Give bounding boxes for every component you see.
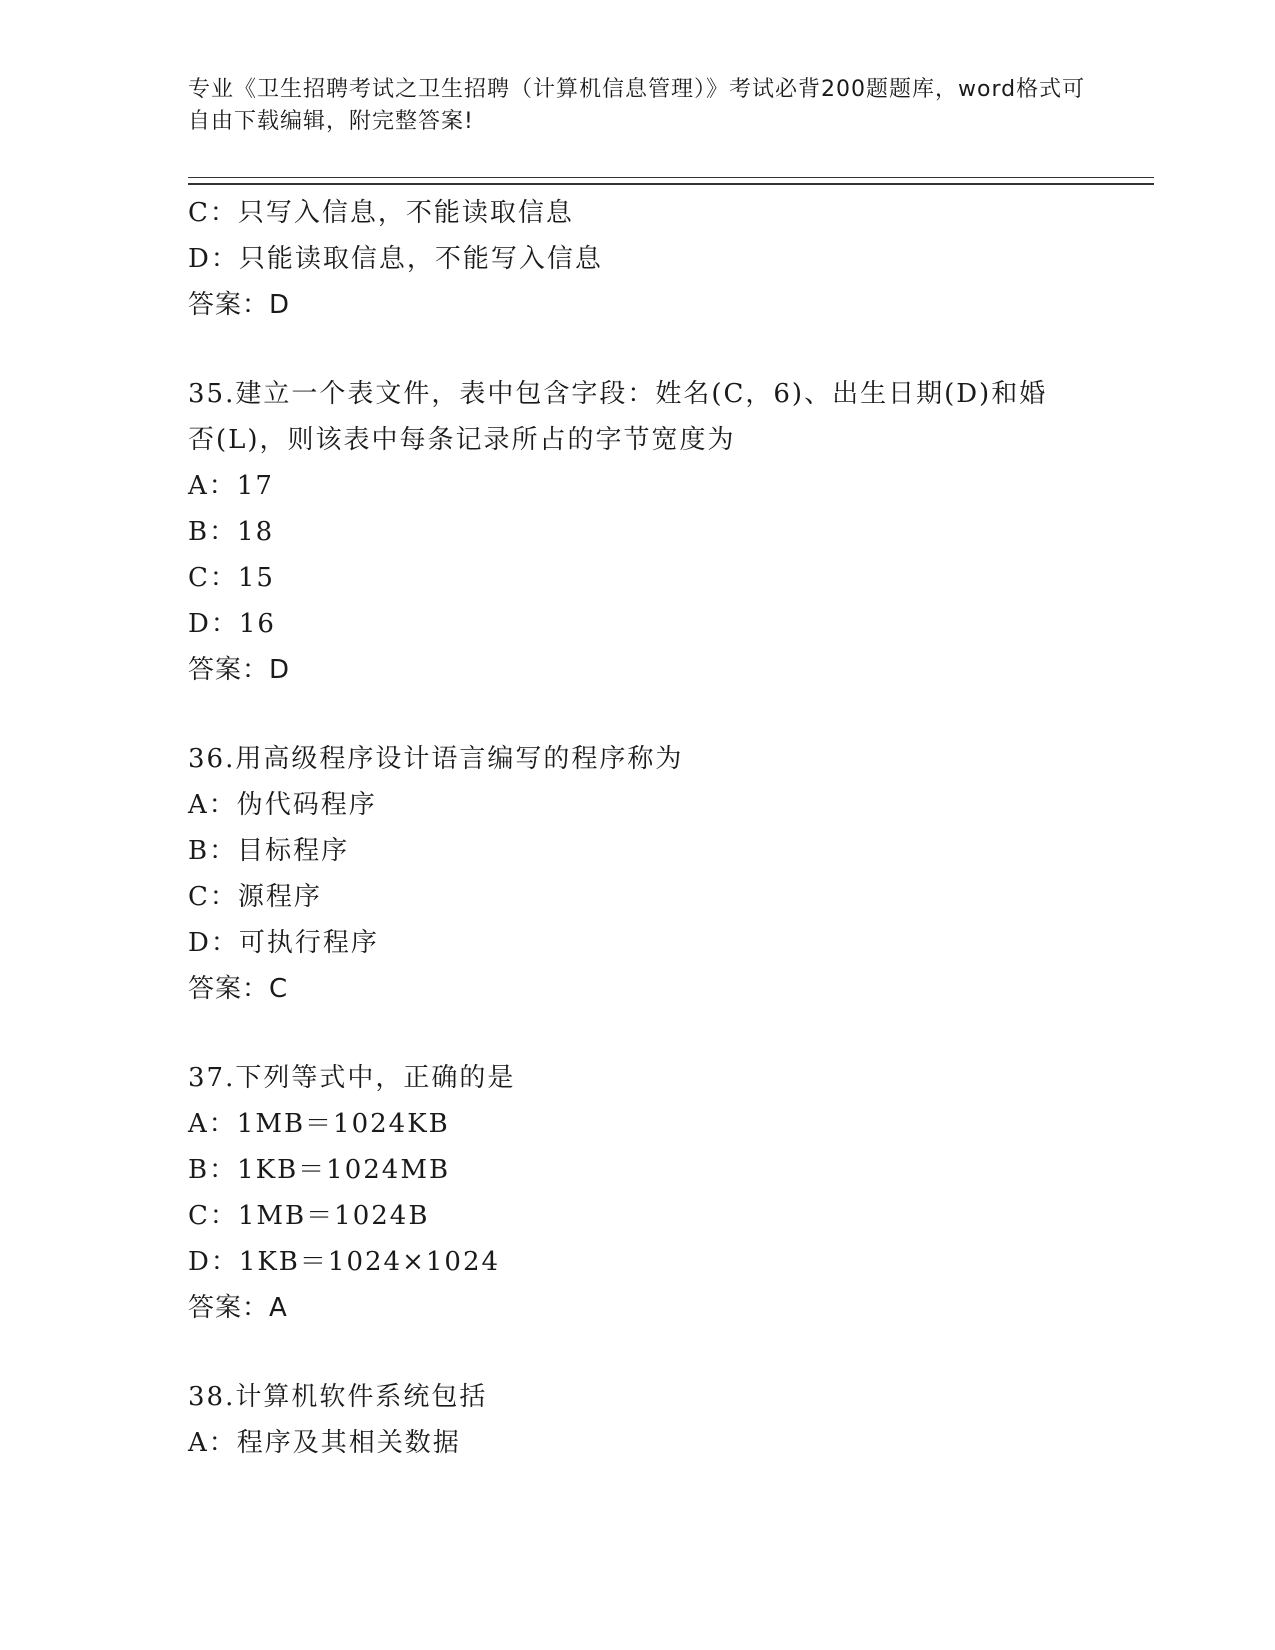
option-d: D：1KB＝1024×1024: [188, 1247, 501, 1277]
header-rule: [188, 177, 1154, 185]
option-a: A：17: [188, 471, 274, 501]
option-d: D：可执行程序: [188, 928, 379, 958]
option-b: B：1KB＝1024MB: [188, 1155, 451, 1185]
option-c: C：只写入信息，不能读取信息: [188, 198, 574, 228]
question-stem: 37.下列等式中，正确的是: [188, 1063, 516, 1093]
option-d: D：只能读取信息，不能写入信息: [188, 244, 603, 274]
question-stem: 38.计算机软件系统包括: [188, 1382, 488, 1412]
option-b: B：目标程序: [188, 836, 350, 866]
answer: 答案：C: [188, 974, 289, 1004]
option-a: A：伪代码程序: [188, 790, 377, 820]
answer: 答案：D: [188, 290, 291, 320]
option-c: C：源程序: [188, 882, 322, 912]
option-a: A：1MB＝1024KB: [188, 1109, 450, 1139]
answer: 答案：D: [188, 655, 291, 685]
question-stem: 36.用高级程序设计语言编写的程序称为: [188, 744, 684, 774]
answer: 答案：A: [188, 1293, 288, 1323]
question-38: [188, 1374, 1088, 1466]
option-c: C：15: [188, 563, 275, 593]
question-36: [188, 736, 1088, 1012]
question-stem: 35.建立一个表文件，表中包含字段：姓名(C，6)、出生日期(D)和婚否(L)，则该表中每条记录所占的字节宽度为: [188, 379, 1048, 455]
option-c: C：1MB＝1024B: [188, 1201, 430, 1231]
option-a: A：程序及其相关数据: [188, 1428, 461, 1458]
document-body: [188, 190, 1088, 1466]
question-35: [188, 371, 1088, 693]
page-header: [188, 74, 1088, 138]
option-d: D：16: [188, 609, 276, 639]
prev-question-tail: [188, 190, 1088, 328]
option-b: B：18: [188, 517, 275, 547]
page-title: 专业《卫生招聘考试之卫生招聘（计算机信息管理）》考试必背200题题库，word格式可自由下载编辑，附完整答案!: [188, 77, 1086, 134]
question-37: [188, 1055, 1088, 1331]
